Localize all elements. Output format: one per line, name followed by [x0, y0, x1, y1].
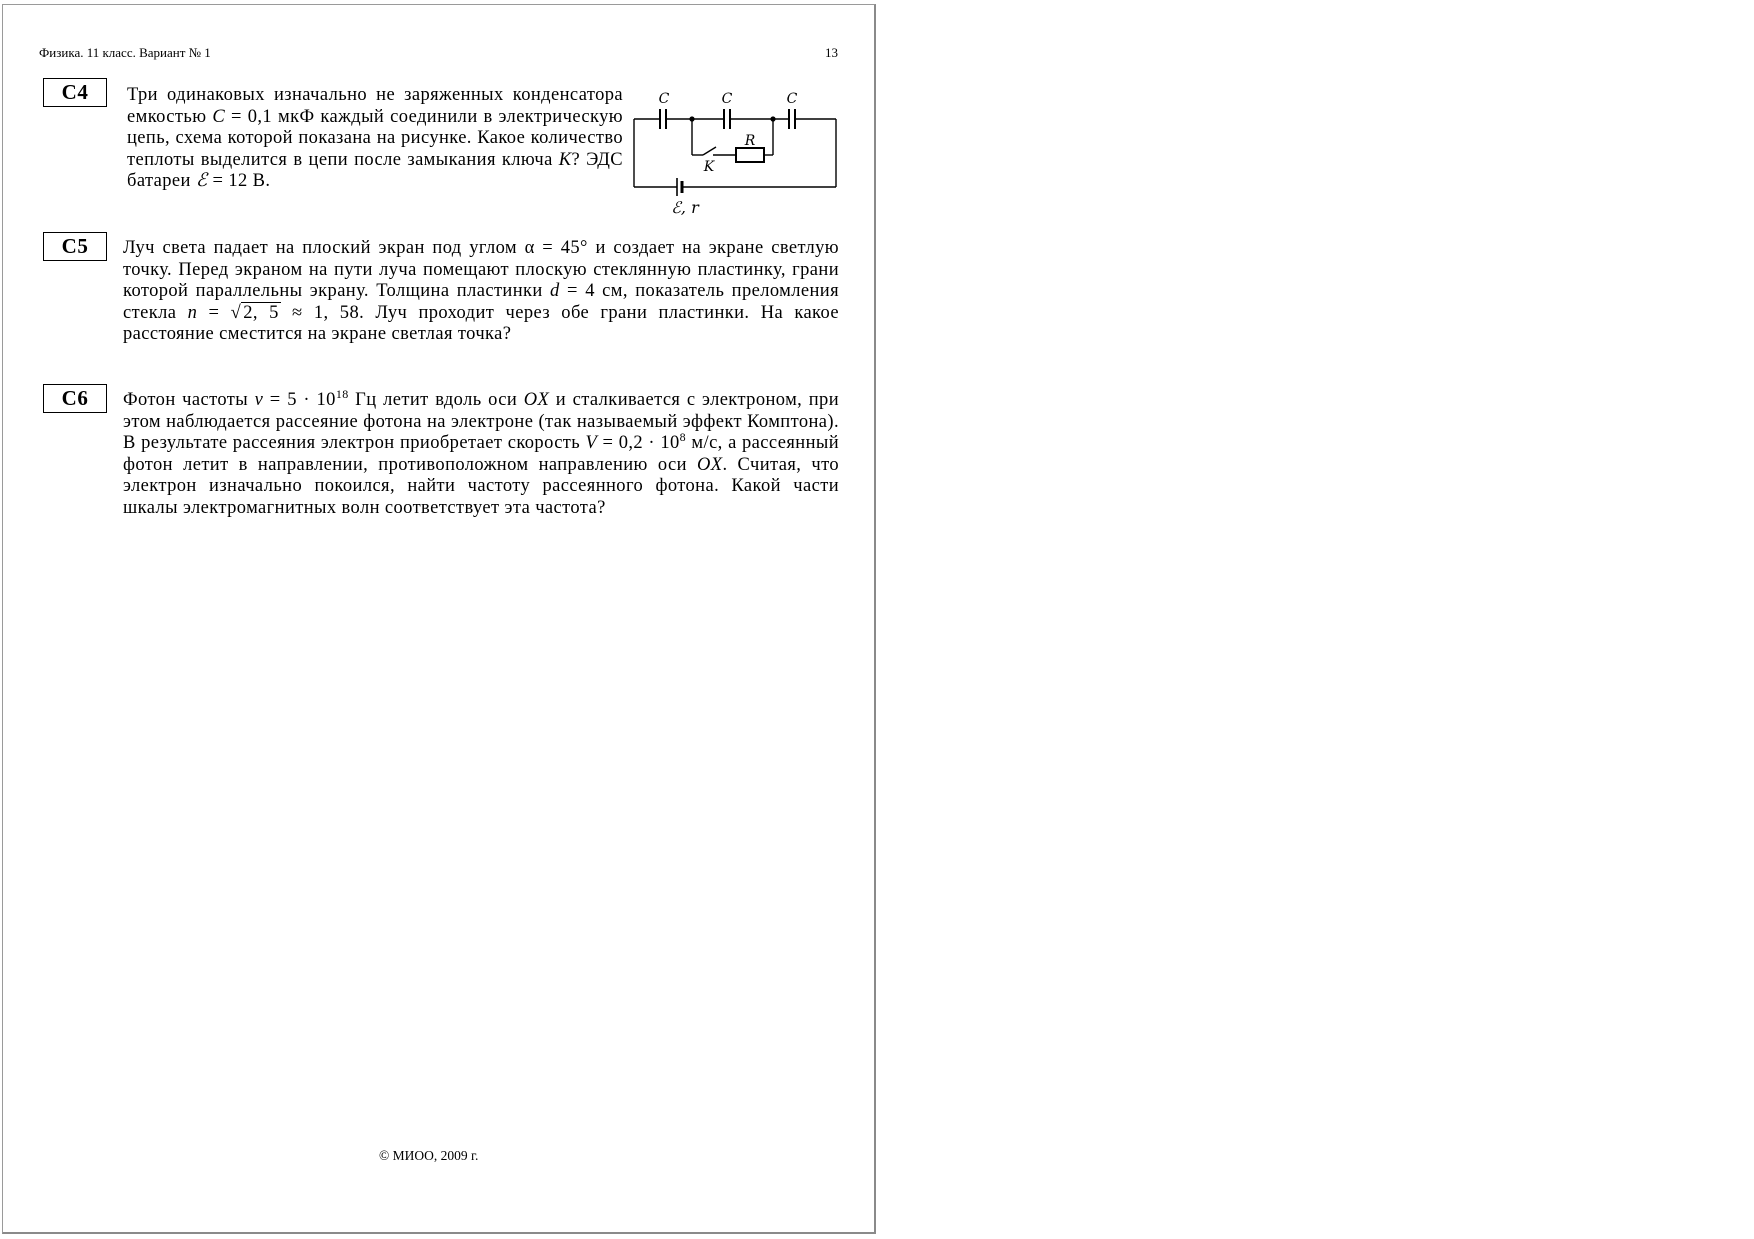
symbol-k: K — [558, 149, 572, 170]
header-title: Физика. 11 класс. Вариант № 1 — [39, 45, 211, 60]
cap2-label: C — [721, 91, 733, 107]
symbol-ox: OX — [696, 454, 723, 475]
problem-text-c5: Луч света падает на плоский экран под углом α = 45° и создает на экране светлую точку. Перед экраном на пути луча помещают плоскую стеклянную пластинку, грани которой параллельны экрану. Толщина пластинки d = 4 см, показатель преломления стекла n = √ 2, 5 ≈ 1, 58. Луч проходит через обе грани пластинки. На какое расстояние сместится на экране светлая точка? — [123, 238, 839, 344]
page-number: 13 — [825, 45, 838, 60]
text-run: Луч света падает на плоский экран под углом α = 45° и создает на экране светлую точку. Перед экраном на пути луча помещают плоскую стеклянную пластинку, грани которой параллельны экрану. Толщина пластинки — [123, 238, 839, 301]
resistor-label: R — [744, 133, 756, 149]
node-left — [689, 116, 694, 121]
resistor — [736, 148, 764, 162]
text-run: и сталкивается с электроном, при этом наблюдается рассеяние фотона на электроне (так называемый эффект Комптона). В результате рассеяния электрон приобретает скорость — [123, 390, 839, 453]
symbol-n: n — [187, 302, 198, 323]
key-label: K — [703, 159, 715, 175]
text-run: Гц летит вдоль оси — [348, 390, 524, 410]
footer-copyright: © МИОО, 2009 г. — [379, 1148, 479, 1163]
problem-label-c6: С6 — [43, 384, 107, 413]
symbol-ox: OX — [523, 390, 550, 410]
text-run: = — [197, 302, 231, 323]
text-run: Три одинаковых изначально не заряженных конденсатора емкостью — [127, 85, 623, 127]
page-sheet — [2, 4, 876, 1234]
circuit-diagram — [629, 85, 841, 220]
cap3-label: C — [786, 91, 798, 107]
key-blade — [703, 147, 716, 155]
symbol-v: V — [585, 433, 598, 453]
text-run: = 0,1 мкФ каждый соединили в электрическую цепь, схема которой показана на рисунке. Какое количество теплоты выделится в цепи после замыкания ключа — [127, 106, 623, 170]
text-run: . Считая, что электрон изначально покоился, найти частоту рассеянного фотона. Какой части шкалы электромагнитных волн соответствует эта частота? — [123, 454, 839, 518]
text-run: ? ЭДС батареи — [127, 149, 623, 191]
text-run: = 5 · 10 — [263, 390, 336, 410]
problem-label-c4: С4 — [43, 78, 107, 107]
text-run: = 0,2 · 10 — [597, 433, 680, 453]
symbol-nu: ν — [254, 390, 264, 410]
symbol-c: C — [212, 106, 226, 127]
sqrt-value: 2, 5 — [243, 302, 279, 323]
battery-label: ℰ, r — [671, 198, 699, 217]
text-run: = 12 В. — [207, 171, 271, 191]
exponent: 8 — [679, 429, 687, 444]
cap1-label: C — [658, 91, 670, 107]
text-run: = 4 см, показатель преломления стекла — [123, 281, 839, 323]
problem-text-c4 — [127, 85, 623, 193]
text-run: ≈ 1, 58. Луч проходит через обе грани пластинки. На какое расстояние сместится на экране светлая точка? — [123, 302, 839, 344]
symbol-emf: ℰ — [195, 171, 208, 191]
problem-label-c5: С5 — [43, 232, 107, 261]
symbol-d: d — [550, 281, 560, 301]
problem-text-c6 — [123, 386, 839, 519]
node-right — [770, 116, 775, 121]
text-run: Фотон частоты — [123, 390, 255, 410]
exponent: 18 — [335, 386, 349, 401]
text-run: м/с, а рассеянный фотон летит в направлении, противоположном направлению оси — [123, 433, 839, 475]
